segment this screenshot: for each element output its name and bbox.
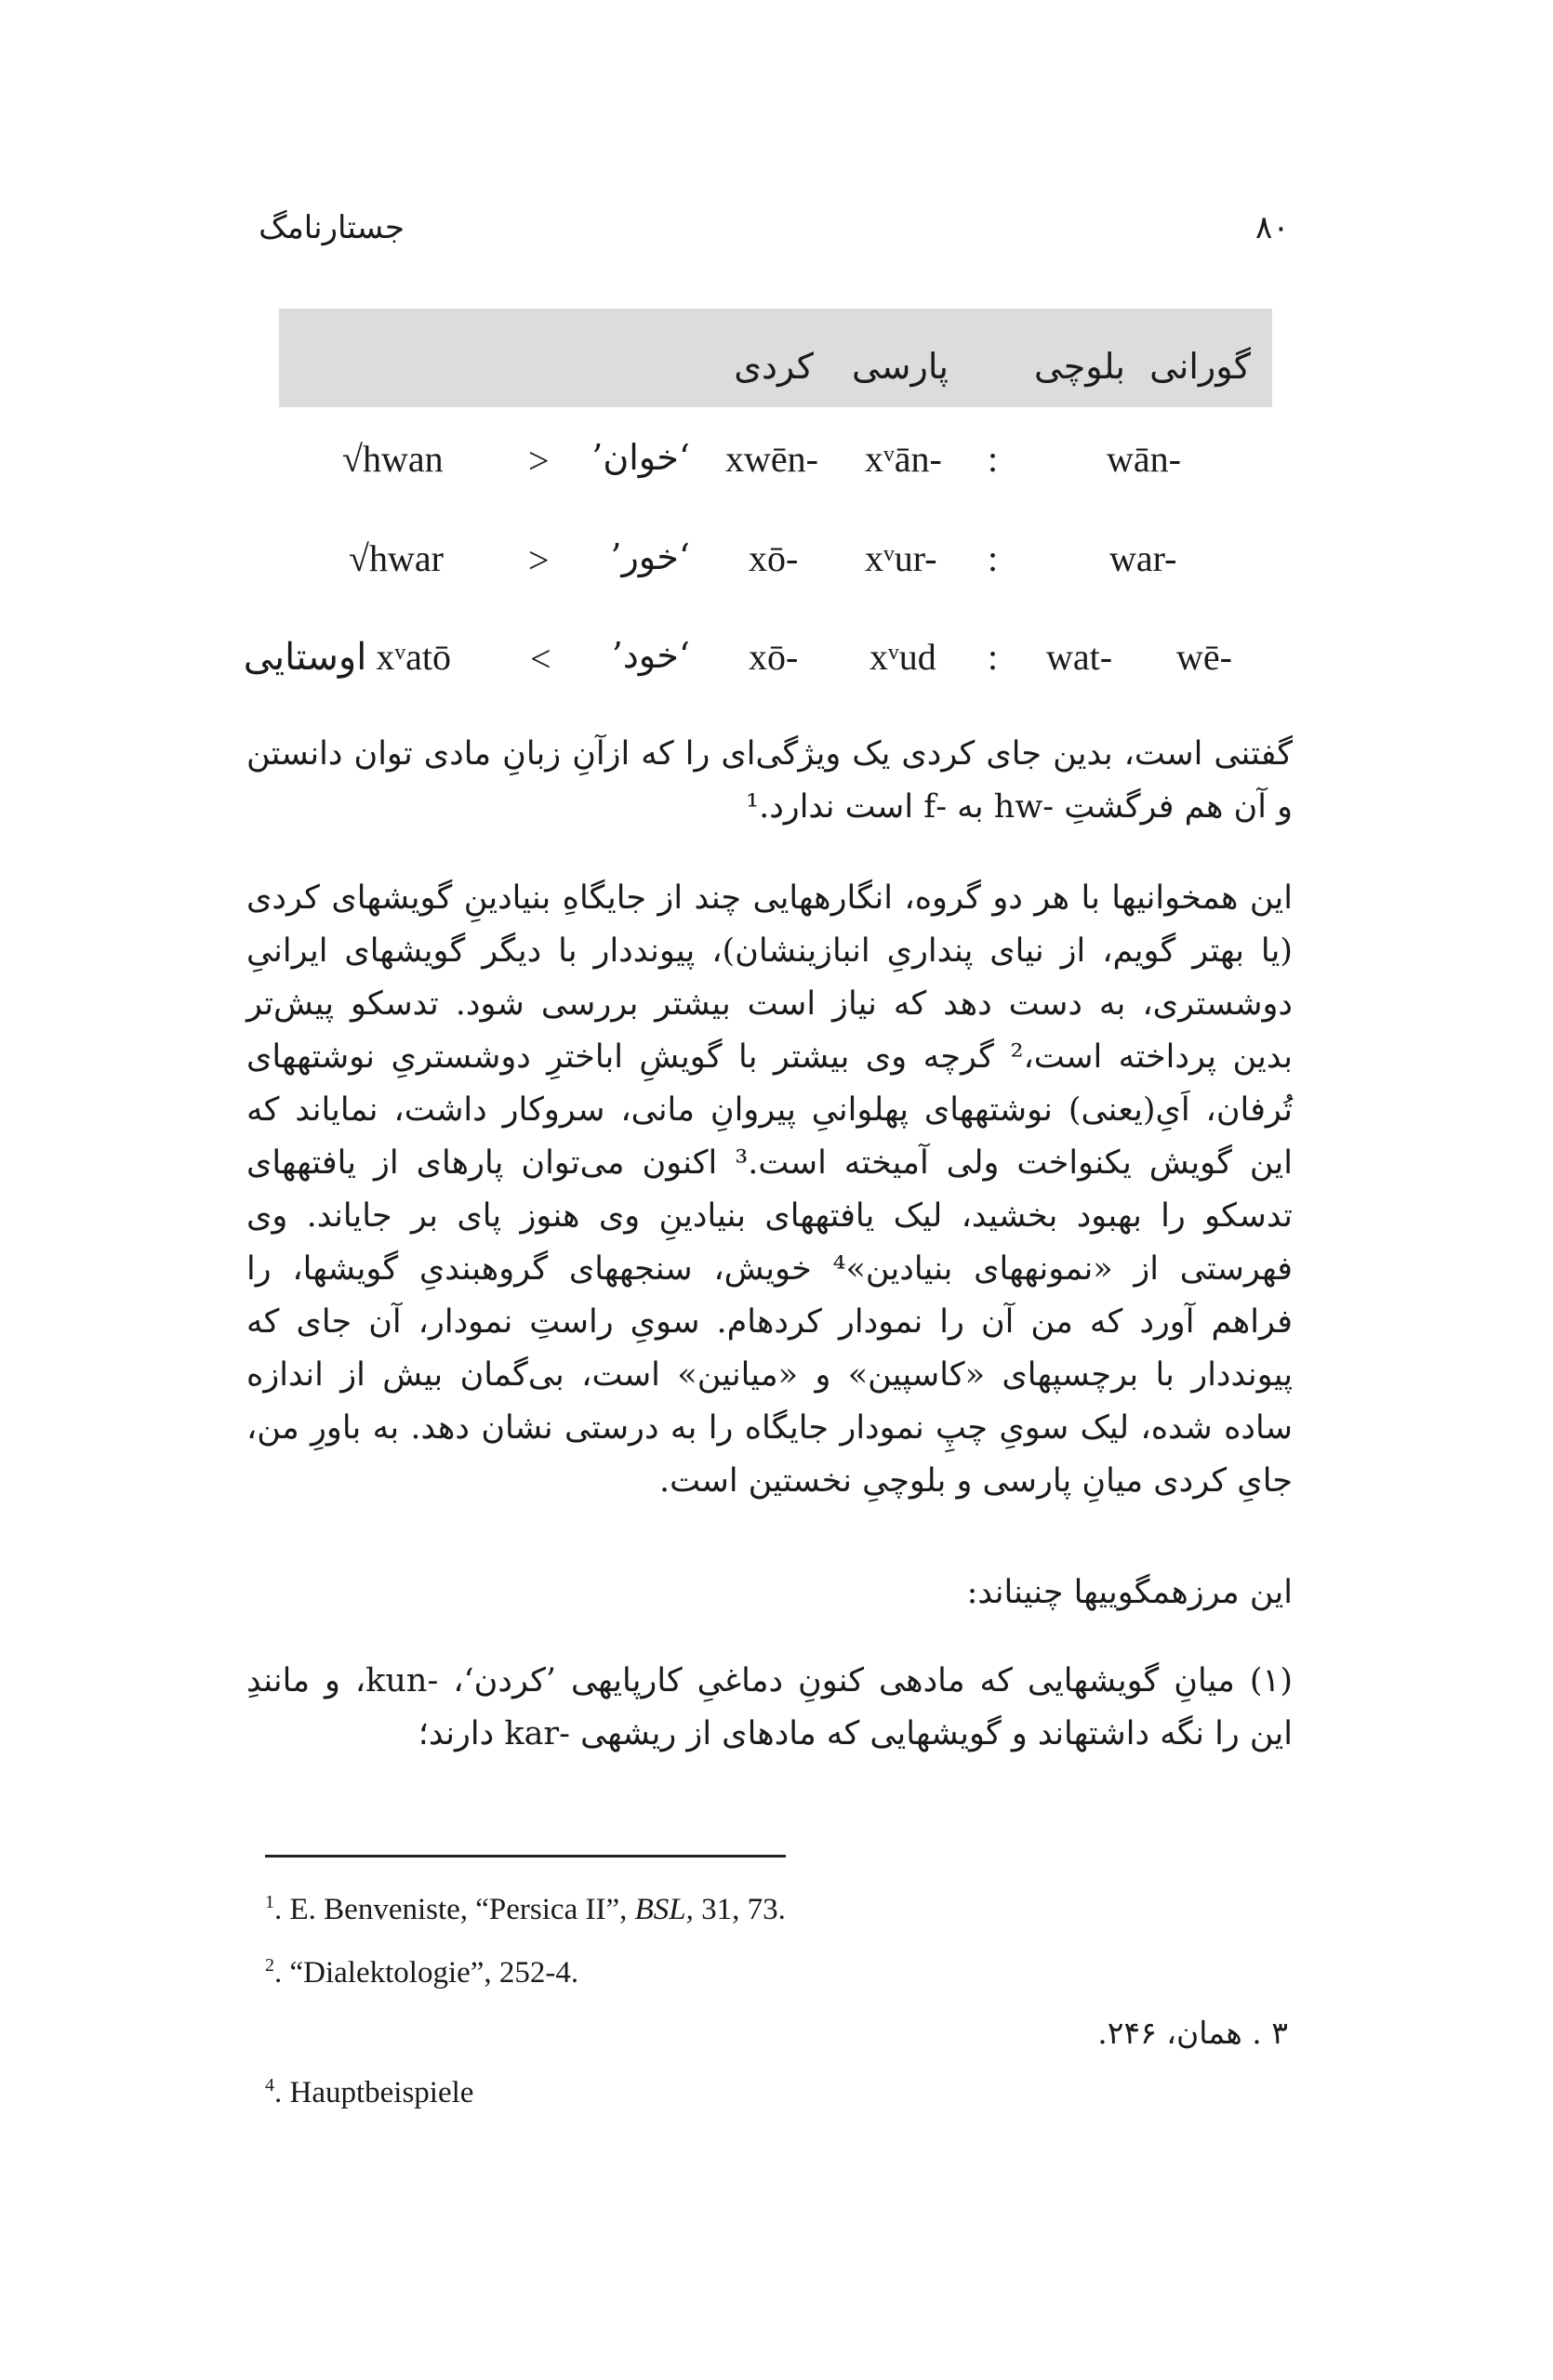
row1-sign: >	[528, 440, 550, 482]
row2-baluchi: war-	[1109, 537, 1177, 579]
footnote-rule	[265, 1855, 786, 1858]
footnote-1-post: 31, 73.	[693, 1893, 786, 1926]
footnote-3: ۳ . همان، ۲۴۶.	[1097, 2015, 1288, 2051]
page-number: ۸۰	[1255, 209, 1290, 246]
row3-root: xᵛatō اوستایی	[243, 636, 451, 678]
paragraph-text: این همخوانیها با هر دو گروه، انگارههایی چند از جایگاهِ بنیادینِ گویشهای کردی (یا بهتر گویم، از نیای پنداریِ انبازینشان)، پیونددار با دیگر گویشهای ایرانیِ دوشستری، به دست دهد که نیاز است بیشتر بررسی شود. تدسکو پیش‌تر بدین پرداخته است،² گرچه وی بیشتر با گویشِ اباخترِ دوشستریِ نوشتههای تُرفان، اَیِ(یعنی) نوشتههای پهلوانیِ پیروانِ مانی، سروکار داشت، نمایاند که این گویش یکنواخت ولی آمیخته است.³ اکنون می‌توان پارهای از یافتههای تدسکو را بهبود بخشید، لیک یافتههای بنیادینِ وی هنوز پای بر جایاند. وی فهرستی از «نمونههای بنیادین»⁴ خویش، سنجههای گروهبندیِ گویشها، را فراهم آورد که من آن را نمودار کردهام. سویِ راستِ نمودار، آن جای که پیونددار با برچسپهای «کاسپین» و «میانین» است، بی‌گمان بیش از اندازه ساده شده، لیک سویِ چپِ نمودار جایگاه را به درستی نشان دهد. به باورِ من، جایِ کردی میانِ پارسی و بلوچیِ نخستین است.	[246, 879, 1293, 1500]
row1-root: √hwan	[342, 438, 444, 480]
body-paragraph-3	[246, 1567, 1293, 1620]
row1-kurdi: xwēn-	[725, 438, 818, 480]
footnote-1	[265, 1892, 786, 1927]
row2-root: √hwar	[349, 537, 444, 579]
row3-sign: <	[530, 638, 551, 680]
row3-colon: :	[988, 636, 999, 678]
body-paragraph-1	[246, 728, 1293, 834]
footnote-2-text: . “Dialektologie”, 252-4.	[274, 1956, 579, 1990]
body-paragraph-2	[246, 872, 1293, 1508]
footnote-2-number: 2	[265, 1955, 274, 1976]
body-paragraph-4	[246, 1655, 1293, 1761]
footnote-4-text: . Hauptbeispiele	[274, 2076, 474, 2109]
row3-baluchi: wat-	[1046, 636, 1113, 678]
footnote-1-number: 1	[265, 1892, 274, 1912]
paragraph-text: گفتنی است، بدین جای کردی یک ویژگی‌ای را که ازآنِ زبانِ مادی توان دانستن و آن هم فرگشتِ -hw به -f است ندارد.¹	[246, 735, 1293, 826]
row2-gloss: ‘خور’	[610, 536, 690, 577]
row1-colon: :	[988, 438, 999, 480]
footnote-4-number: 4	[265, 2075, 274, 2096]
footnote-1-pre: . E. Benveniste, “Persica II”,	[274, 1893, 635, 1926]
row2-sign: >	[528, 539, 550, 581]
row3-gloss: ‘خود’	[611, 635, 690, 676]
row2-parsi: xᵛur-	[865, 537, 937, 579]
row3-kurdi: xō-	[749, 636, 799, 678]
paragraph-text: این مرزهمگوییها چنیناند:	[966, 1574, 1293, 1611]
row2-kurdi: xō-	[749, 537, 799, 579]
header-parsi: پارسی	[851, 346, 949, 387]
row3-parsi: xᵛud	[869, 636, 936, 678]
footnote-4	[265, 2075, 473, 2110]
header-kurdi: کردی	[734, 346, 814, 387]
row3-gurani: wē-	[1176, 636, 1232, 678]
footnote-2	[265, 1955, 578, 1990]
row1-baluchi: wān-	[1107, 438, 1181, 480]
header-gurani: گورانی	[1149, 346, 1251, 387]
row1-gloss: ‘خوان’	[591, 437, 690, 478]
paragraph-text: (۱) میانِ گویشهایی که مادهی کنونِ دماغیِ کارپایهی ’کردن‘، -kun، و مانندِ این را نگه داشتهاند و گویشهایی که مادهای از ریشهی -kar دارند؛	[246, 1662, 1293, 1752]
row2-colon: :	[988, 537, 999, 579]
header-baluchi: بلوچی	[1034, 346, 1125, 387]
row1-parsi: xᵛān-	[865, 438, 942, 480]
footnote-1-journal: BSL,	[634, 1893, 694, 1926]
running-title: جستارنامگ	[259, 209, 405, 246]
